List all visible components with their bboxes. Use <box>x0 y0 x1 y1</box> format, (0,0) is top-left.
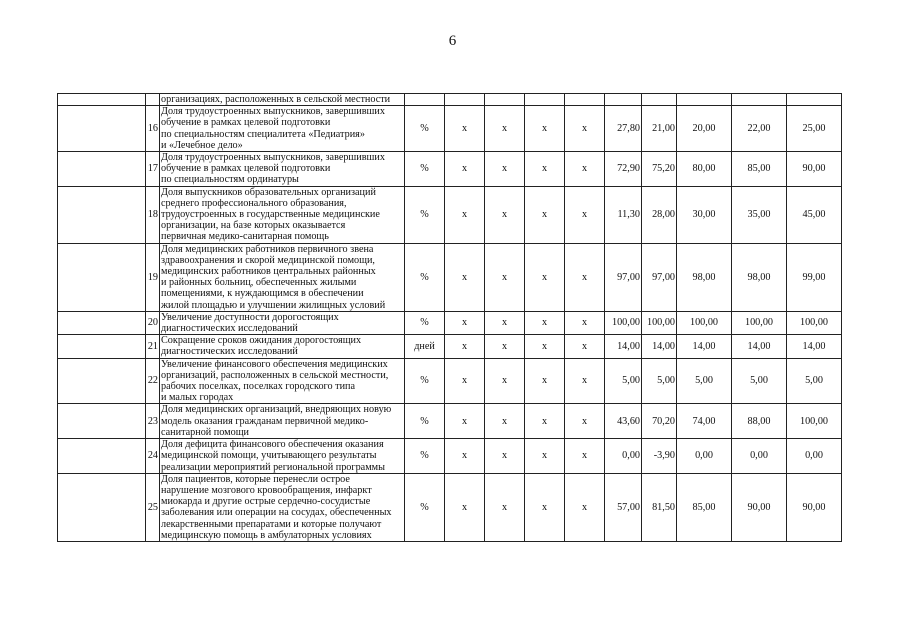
value-cell: 25,00 <box>787 106 842 152</box>
indicator-name-line: диагностических исследований <box>161 346 298 358</box>
value-cell: 5,00 <box>605 358 642 404</box>
row-number-cell <box>146 94 160 106</box>
indicator-name-cell <box>160 106 405 152</box>
indicator-name-cell <box>160 335 405 358</box>
mark-cell: х <box>565 358 605 404</box>
row-number-cell: 23 <box>146 404 160 439</box>
left-blank-cell <box>58 404 146 439</box>
mark-cell: х <box>565 106 605 152</box>
value-cell: 5,00 <box>642 358 677 404</box>
table-row <box>58 243 842 311</box>
indicator-name-line: нарушение мозгового кровообращения, инфаркт <box>161 484 372 496</box>
mark-cell: х <box>445 243 485 311</box>
value-cell: 57,00 <box>605 473 642 541</box>
indicator-name-line: Увеличение доступности дорогостоящих <box>161 311 339 323</box>
value-cell: 0,00 <box>605 439 642 474</box>
value-cell: 97,00 <box>605 243 642 311</box>
indicator-name-line: обучение в рамках целевой подготовки <box>161 117 331 129</box>
indicator-name-line: помещениями, к нуждающимся в обеспечении <box>161 288 364 300</box>
page-number: 6 <box>448 33 457 49</box>
value-cell: 14,00 <box>642 335 677 358</box>
left-blank-cell <box>58 335 146 358</box>
continuation-text: организациях, расположенных в сельской местности <box>161 94 391 105</box>
indicator-name-line: и малых городах <box>161 392 234 404</box>
mark-cell: х <box>485 335 525 358</box>
value-cell: 22,00 <box>732 106 787 152</box>
table-row <box>58 404 842 439</box>
left-blank-cell <box>58 473 146 541</box>
value-cell: 100,00 <box>677 311 732 334</box>
value-cell: 90,00 <box>787 152 842 187</box>
left-blank-cell <box>58 358 146 404</box>
mark-cell: х <box>485 404 525 439</box>
value-cell: 75,20 <box>642 152 677 187</box>
mark-cell: х <box>525 358 565 404</box>
indicator-name-line: и районных больниц, обеспеченных жилыми <box>161 277 357 289</box>
unit-cell: % <box>405 439 445 474</box>
indicator-name-line: организаций, расположенных в сельской местности, <box>161 369 389 381</box>
row-number-cell: 17 <box>146 152 160 187</box>
mark-cell: х <box>485 439 525 474</box>
value-cell: 85,00 <box>732 152 787 187</box>
value-cell: 14,00 <box>787 335 842 358</box>
table-row <box>58 335 842 358</box>
unit-cell: % <box>405 311 445 334</box>
value-cell: 100,00 <box>642 311 677 334</box>
value-cell: 90,00 <box>732 473 787 541</box>
mark-cell: х <box>525 186 565 243</box>
table-row <box>58 152 842 187</box>
indicator-name-cell <box>160 243 405 311</box>
indicator-name-line: Доля пациентов, которые перенесли острое <box>161 473 350 485</box>
indicator-name-line: по специальностям ординатуры <box>161 174 299 186</box>
value-cell: 90,00 <box>787 473 842 541</box>
indicator-name-line: по специальностям специалитета «Педиатрия» <box>161 128 365 140</box>
indicator-name-line: и «Лечебное дело» <box>161 139 243 151</box>
value-cell <box>642 94 677 106</box>
value-cell: 30,00 <box>677 186 732 243</box>
value-cell: 14,00 <box>732 335 787 358</box>
value-cell: 85,00 <box>677 473 732 541</box>
unit-cell: дней <box>405 335 445 358</box>
value-cell: -3,90 <box>642 439 677 474</box>
indicator-name-line: заболевания или операции на сосудах, обеспеченных <box>161 507 392 519</box>
indicator-name-cell <box>160 439 405 474</box>
indicator-name-line: Доля медицинских работников первичного звена <box>161 243 374 255</box>
mark-cell: х <box>445 335 485 358</box>
indicator-name-line: Доля трудоустроенных выпускников, завершивших <box>161 106 385 118</box>
value-cell: 100,00 <box>732 311 787 334</box>
value-cell: 80,00 <box>677 152 732 187</box>
row-number-cell: 24 <box>146 439 160 474</box>
indicator-name-cell <box>160 186 405 243</box>
mark-cell: х <box>565 439 605 474</box>
left-blank-cell <box>58 243 146 311</box>
row-number-cell: 25 <box>146 473 160 541</box>
mark-cell: х <box>485 243 525 311</box>
indicator-name-cell <box>160 94 405 106</box>
value-cell: 100,00 <box>787 311 842 334</box>
mark-cell: х <box>525 404 565 439</box>
mark-cell <box>485 94 525 106</box>
indicator-name-line: медицинских работников центральных районных <box>161 266 376 278</box>
value-cell: 43,60 <box>605 404 642 439</box>
mark-cell: х <box>525 335 565 358</box>
table-row <box>58 311 842 334</box>
mark-cell: х <box>445 404 485 439</box>
mark-cell: х <box>445 106 485 152</box>
indicator-name-line: Доля выпускников образовательных организаций <box>161 186 376 198</box>
indicator-name-line: Увеличение финансового обеспечения медицинских <box>161 358 388 370</box>
indicator-name-cell <box>160 311 405 334</box>
table-row <box>58 473 842 541</box>
value-cell: 5,00 <box>787 358 842 404</box>
value-cell: 81,50 <box>642 473 677 541</box>
mark-cell: х <box>445 152 485 187</box>
value-cell: 88,00 <box>732 404 787 439</box>
mark-cell: х <box>565 152 605 187</box>
table-row <box>58 358 842 404</box>
value-cell: 5,00 <box>732 358 787 404</box>
indicator-name-line: медицинскую помощь в амбулаторных условиях <box>161 529 372 541</box>
mark-cell <box>565 94 605 106</box>
value-cell: 100,00 <box>787 404 842 439</box>
unit-cell: % <box>405 186 445 243</box>
row-number-cell: 19 <box>146 243 160 311</box>
mark-cell: х <box>525 152 565 187</box>
indicator-name-line: жилой площадью и улучшении жилищных условий <box>161 299 386 311</box>
indicator-name-line: Доля медицинских организаций, внедряющих новую <box>161 404 392 416</box>
value-cell: 0,00 <box>732 439 787 474</box>
value-cell: 100,00 <box>605 311 642 334</box>
indicator-name-line: Доля дефицита финансового обеспечения оказания <box>161 439 384 451</box>
unit-cell <box>405 94 445 106</box>
mark-cell: х <box>525 439 565 474</box>
mark-cell: х <box>485 106 525 152</box>
mark-cell: х <box>565 311 605 334</box>
value-cell: 97,00 <box>642 243 677 311</box>
indicator-name-line: обучение в рамках целевой подготовки <box>161 163 331 175</box>
indicator-name-cell <box>160 358 405 404</box>
value-cell: 35,00 <box>732 186 787 243</box>
value-cell: 45,00 <box>787 186 842 243</box>
table-row <box>58 186 842 243</box>
mark-cell: х <box>485 186 525 243</box>
row-number-cell: 18 <box>146 186 160 243</box>
value-cell: 74,00 <box>677 404 732 439</box>
indicator-name-line: здравоохранения и скорой медицинской помощи, <box>161 254 375 266</box>
indicators-table <box>57 93 842 542</box>
value-cell: 98,00 <box>677 243 732 311</box>
unit-cell: % <box>405 243 445 311</box>
left-blank-cell <box>58 311 146 334</box>
mark-cell <box>525 94 565 106</box>
indicator-name-line: санитарной помощи <box>161 426 249 438</box>
indicator-name-cell <box>160 473 405 541</box>
left-blank-cell <box>58 106 146 152</box>
indicator-name-line: диагностических исследований <box>161 323 298 335</box>
indicator-name-line: лекарственными препаратами и которые получают <box>161 518 382 530</box>
indicator-name-line: Сокращение сроков ожидания дорогостоящих <box>161 335 362 347</box>
indicator-name-line: первичная медико-санитарная помощь <box>161 231 329 243</box>
indicator-name-line: рабочих поселках, поселках городского типа <box>161 381 355 393</box>
value-cell: 20,00 <box>677 106 732 152</box>
mark-cell: х <box>485 473 525 541</box>
mark-cell: х <box>485 358 525 404</box>
mark-cell: х <box>565 404 605 439</box>
indicator-name-line: трудоустроенных в государственные медицинские <box>161 209 380 221</box>
mark-cell: х <box>525 311 565 334</box>
mark-cell: х <box>525 473 565 541</box>
mark-cell: х <box>445 186 485 243</box>
left-blank-cell <box>58 186 146 243</box>
value-cell: 14,00 <box>605 335 642 358</box>
unit-cell: % <box>405 358 445 404</box>
table-row <box>58 439 842 474</box>
value-cell <box>605 94 642 106</box>
mark-cell: х <box>445 473 485 541</box>
row-number-cell: 20 <box>146 311 160 334</box>
mark-cell: х <box>565 335 605 358</box>
indicator-name-cell <box>160 404 405 439</box>
mark-cell: х <box>445 358 485 404</box>
value-cell: 98,00 <box>732 243 787 311</box>
unit-cell: % <box>405 404 445 439</box>
value-cell: 28,00 <box>642 186 677 243</box>
continuation-row <box>58 94 842 106</box>
value-cell: 11,30 <box>605 186 642 243</box>
mark-cell: х <box>485 311 525 334</box>
value-cell <box>787 94 842 106</box>
value-cell <box>732 94 787 106</box>
indicator-name-cell <box>160 152 405 187</box>
unit-cell: % <box>405 106 445 152</box>
mark-cell: х <box>525 106 565 152</box>
mark-cell: х <box>565 186 605 243</box>
table-body <box>58 94 842 542</box>
indicator-name-line: реализации мероприятий региональной программы <box>161 461 385 473</box>
left-blank-cell <box>58 439 146 474</box>
value-cell <box>677 94 732 106</box>
row-number-cell: 22 <box>146 358 160 404</box>
row-number-cell: 21 <box>146 335 160 358</box>
indicator-name-line: модель оказания гражданам первичной медико- <box>161 415 369 427</box>
left-blank-cell <box>58 152 146 187</box>
indicator-name-line: организации, на базе которых оказывается <box>161 220 346 232</box>
mark-cell: х <box>525 243 565 311</box>
value-cell: 0,00 <box>677 439 732 474</box>
row-number-cell: 16 <box>146 106 160 152</box>
value-cell: 27,80 <box>605 106 642 152</box>
value-cell: 21,00 <box>642 106 677 152</box>
value-cell: 72,90 <box>605 152 642 187</box>
indicator-name-line: среднего профессионального образования, <box>161 197 347 209</box>
value-cell: 0,00 <box>787 439 842 474</box>
mark-cell: х <box>485 152 525 187</box>
left-blank-cell <box>58 94 146 106</box>
indicator-name-line: миокарда и другие острые сердечно-сосудистые <box>161 496 371 508</box>
mark-cell: х <box>445 311 485 334</box>
unit-cell: % <box>405 152 445 187</box>
mark-cell: х <box>565 473 605 541</box>
mark-cell: х <box>565 243 605 311</box>
mark-cell: х <box>445 439 485 474</box>
unit-cell: % <box>405 473 445 541</box>
value-cell: 70,20 <box>642 404 677 439</box>
value-cell: 5,00 <box>677 358 732 404</box>
mark-cell <box>445 94 485 106</box>
value-cell: 99,00 <box>787 243 842 311</box>
table-row <box>58 106 842 152</box>
indicator-name-line: медицинской помощи, учитывающего результаты <box>161 450 377 462</box>
value-cell: 14,00 <box>677 335 732 358</box>
indicator-name-line: Доля трудоустроенных выпускников, завершивших <box>161 152 385 164</box>
